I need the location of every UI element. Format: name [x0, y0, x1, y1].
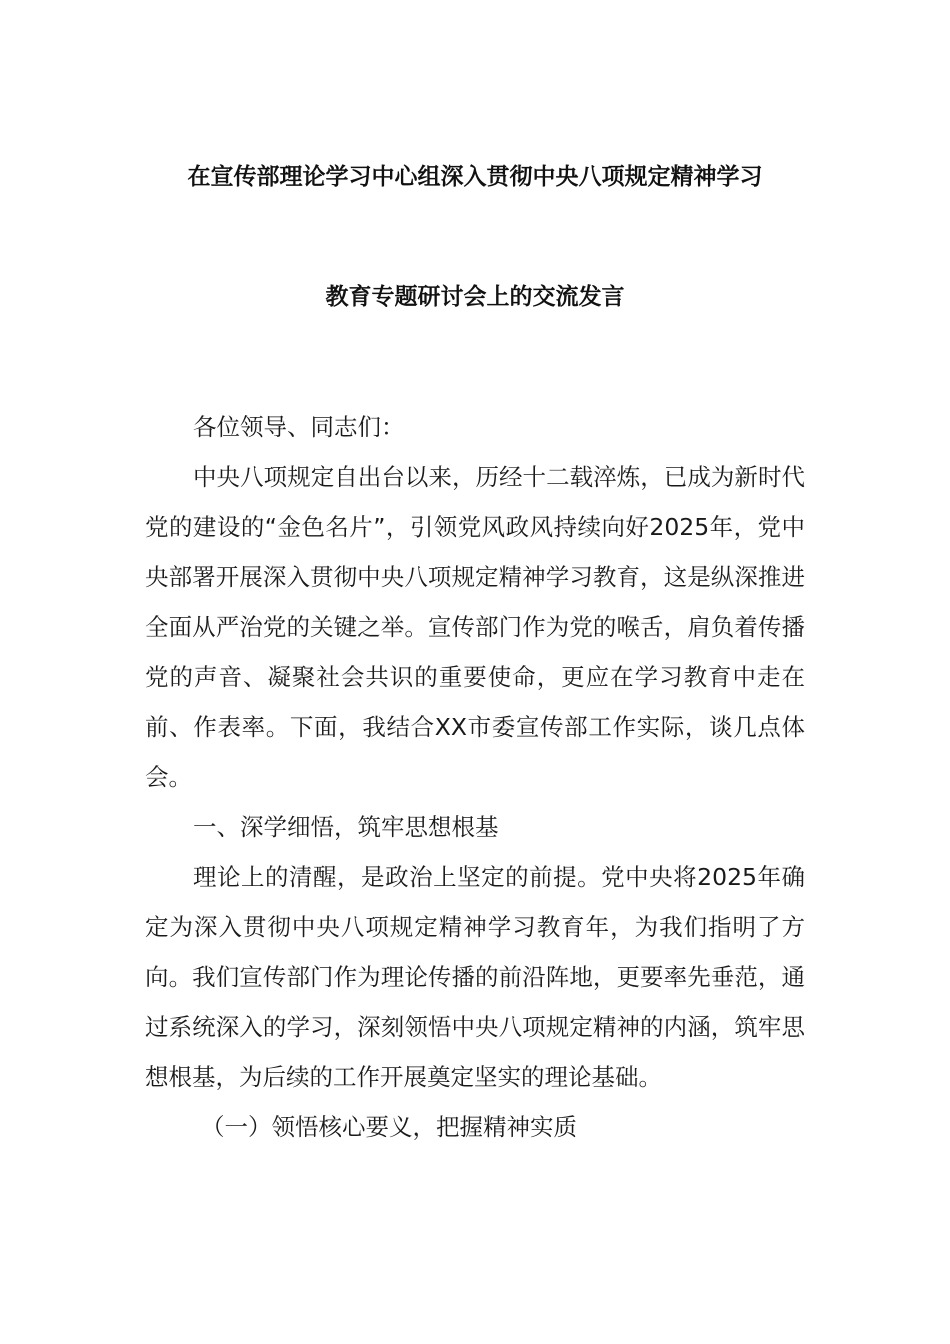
- section-heading-1: 一、深学细悟，筑牢思想根基: [193, 813, 499, 841]
- document-title-line-1: 在宣传部理论学习中心组深入贯彻中央八项规定精神学习: [187, 164, 763, 190]
- document-body: [145, 402, 805, 1152]
- salutation: 各位领导、同志们：: [193, 413, 405, 441]
- section-1-paragraph: 理论上的清醒，是政治上坚定的前提。党中央将2025年确定为深入贯彻中央八项规定精神学习教育年，为我们指明了方向。我们宣传部门作为理论传播的前沿阵地，更要率先垂范，通过系统深入的学习，深刻领悟中央八项规定精神的内涵，筑牢思想根基，为后续的工作开展奠定坚实的理论基础。: [145, 863, 805, 1091]
- intro-paragraph: 中央八项规定自出台以来，历经十二载淬炼，已成为新时代党的建设的“金色名片”，引领党风政风持续向好2025年，党中央部署开展深入贯彻中央八项规定精神学习教育，这是纵深推进全面从严治党的关键之举。宣传部门作为党的喉舌，肩负着传播党的声音、凝聚社会共识的重要使命，更应在学习教育中走在前、作表率。下面，我结合XX市委宣传部工作实际，谈几点体会。: [145, 463, 805, 791]
- document-title-line-2: 教育专题研讨会上的交流发言: [325, 284, 625, 310]
- subsection-heading-1: （一）领悟核心要义，把握精神实质: [201, 1113, 577, 1141]
